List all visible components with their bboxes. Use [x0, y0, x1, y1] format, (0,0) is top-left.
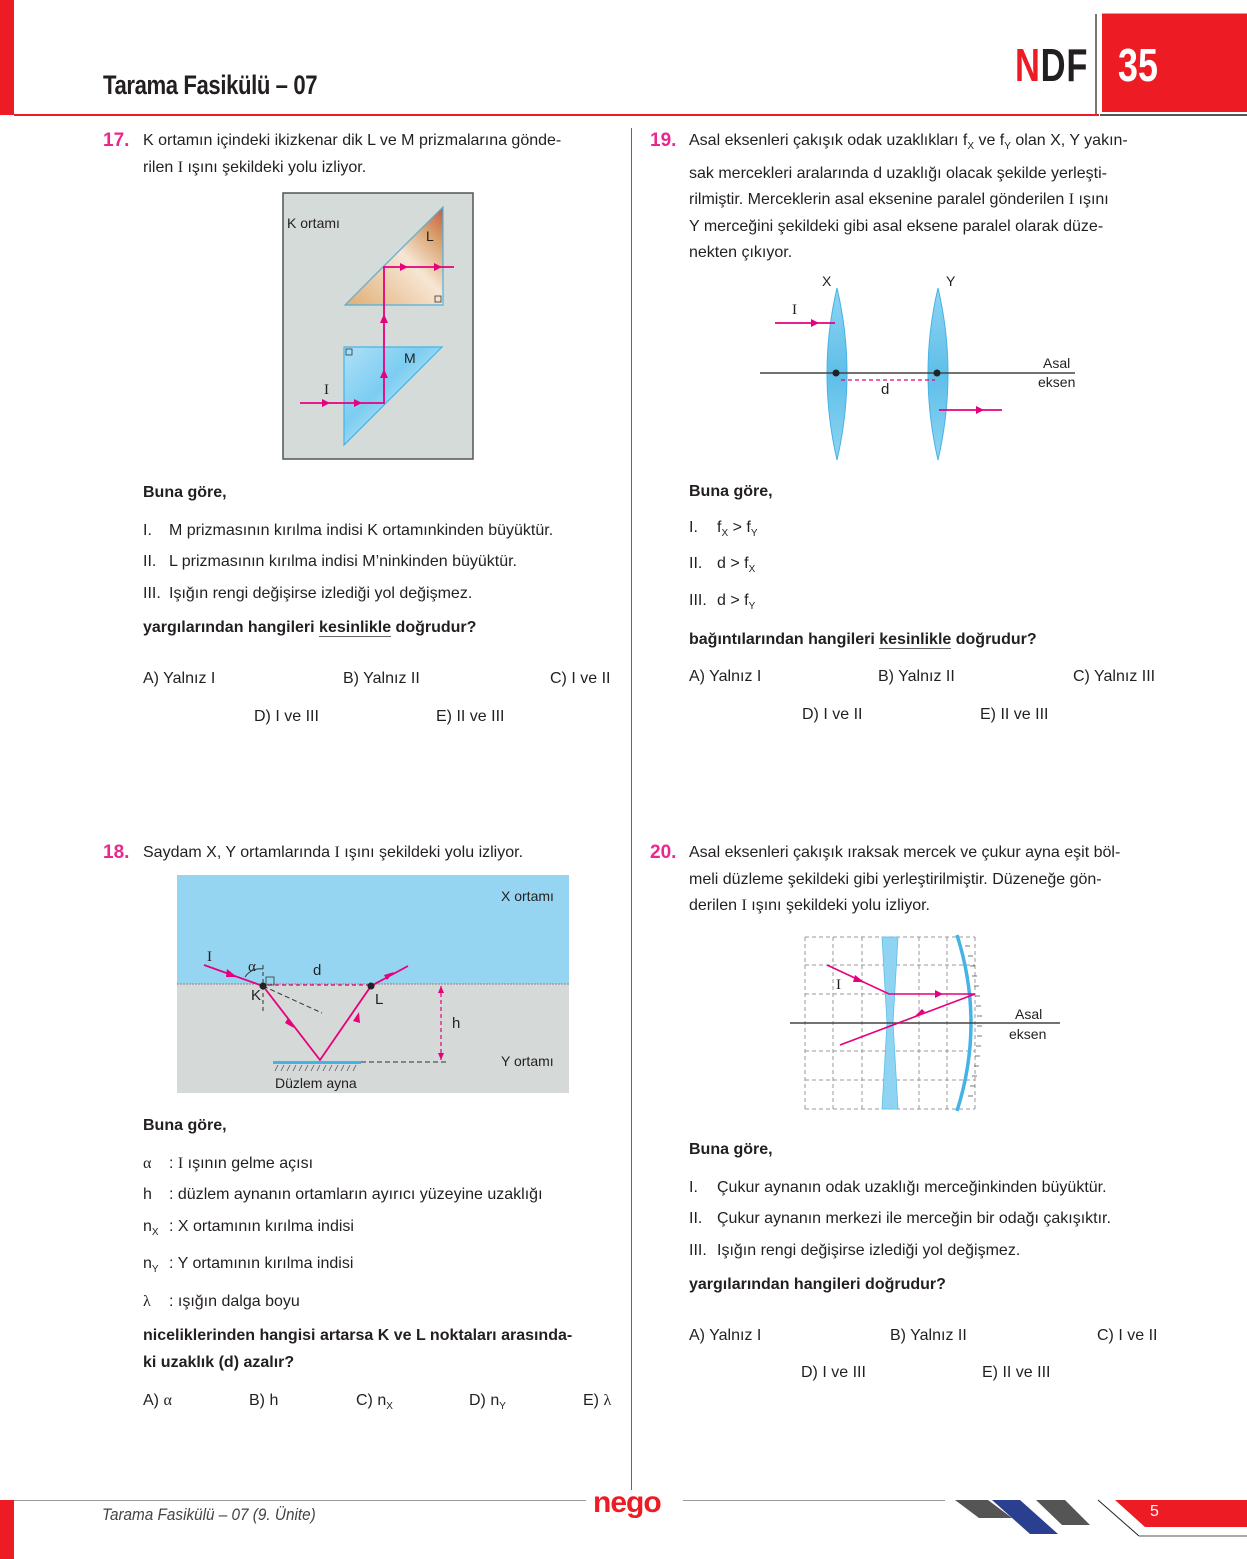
lead-text: Buna göre,: [143, 1117, 227, 1134]
question-prompt: [689, 627, 1169, 654]
question-prompt: [143, 1323, 623, 1376]
statement-num: II.: [689, 1210, 703, 1227]
quantity-subscript: Y: [151, 1264, 159, 1275]
option-c[interactable]: [356, 1392, 393, 1412]
relation-num: II.: [689, 555, 703, 572]
lead-text: Buna göre,: [689, 483, 773, 500]
option-symbol: n: [490, 1392, 500, 1409]
question-number: 20.: [650, 842, 677, 863]
question-number: 17.: [103, 130, 130, 151]
quantity-symbol: λ: [143, 1292, 151, 1310]
prompt-part: doğrudur?: [951, 631, 1037, 648]
header-line: [14, 114, 1099, 116]
brand-rest: DF: [1040, 39, 1089, 91]
statement-num: III.: [689, 1241, 707, 1259]
stem-line: Saydam X, Y ortamlarında: [143, 844, 335, 861]
quantity-symbol: α: [143, 1154, 152, 1172]
option-label: A): [143, 1392, 164, 1409]
figure-prisms: [282, 192, 474, 460]
relation-b: f: [744, 591, 749, 609]
lens-y-label: Y: [946, 273, 956, 289]
statement: [143, 581, 623, 608]
stem-line: meli düzleme şekildeki gibi yerleştirilmiştir. Düzeneğe gön-: [689, 870, 1102, 888]
statement-text: Işığın rengi değişirse izlediği yol değişmez.: [169, 584, 473, 602]
question-17-stem: [103, 128, 623, 181]
stem-line: ışını: [1074, 191, 1109, 208]
axis-label-1: Asal: [1015, 1006, 1043, 1022]
quantity: h : düzlem aynanın ortamların ayırıcı yüzeyine uzaklığı: [143, 1182, 623, 1209]
question-number: 19.: [650, 130, 677, 151]
quantity-symbol: n: [143, 1255, 152, 1272]
y-medium: [177, 984, 569, 1093]
statement-num: III.: [143, 584, 161, 602]
stem-line: Asal eksenleri çakışık odak uzaklıkları f: [689, 132, 968, 149]
statement-text: Işığın rengi değişirse izlediği yol değişmez.: [717, 1241, 1021, 1259]
lead-text: Buna göre,: [689, 1141, 773, 1158]
option-d[interactable]: D) I ve III: [801, 1364, 866, 1381]
stripe-gray: [1036, 1500, 1090, 1525]
subscript: Y: [748, 600, 756, 612]
option-b[interactable]: B) Yalnız II: [890, 1327, 967, 1344]
question-17: [103, 128, 623, 181]
d-label: d: [313, 962, 322, 979]
stem-line: K ortamın içindeki ikizkenar dik L ve M prizmalarına gönde-: [143, 132, 562, 149]
statement-text: M prizmasının kırılma indisi K ortamınkinden büyüktür.: [169, 521, 554, 539]
option-label: D): [469, 1392, 491, 1409]
subscript: Y: [750, 527, 758, 539]
statement-num: II.: [143, 553, 157, 570]
option-d[interactable]: D) I ve II: [802, 706, 863, 723]
footer-text: Tarama Fasikülü – 07 (9. Ünite): [102, 1505, 316, 1524]
option-b[interactable]: B) Yalnız II: [878, 668, 955, 685]
ray-label: I: [177, 158, 184, 176]
booklet-number: 35: [1118, 39, 1158, 91]
prompt-line: ki uzaklık (d) azalır?: [143, 1353, 295, 1371]
figure-lenses: [755, 268, 1085, 463]
page-number-tab: [1115, 1500, 1247, 1527]
option-label: B): [249, 1392, 270, 1409]
h-label: h: [452, 1015, 461, 1032]
quantity-symbol: n: [143, 1217, 152, 1235]
axis-label-1: Asal: [1043, 355, 1071, 371]
ray-label: I: [177, 1154, 184, 1172]
question-19-stem: [650, 128, 1169, 267]
option-c[interactable]: C) I ve II: [550, 670, 611, 687]
axis-label-2: eksen: [1038, 374, 1076, 390]
stem-line: ışını şekildeki yolu izliyor.: [183, 158, 367, 176]
y-medium-label: Y ortamı: [501, 1053, 554, 1069]
quantity-text: ışığın dalga boyu: [177, 1292, 300, 1310]
lens-x-label: X: [822, 273, 832, 289]
option-symbol: n: [377, 1392, 387, 1409]
relation-b: f: [746, 518, 751, 536]
option-d[interactable]: D) I ve III: [254, 708, 319, 725]
option-symbol: λ: [603, 1392, 612, 1409]
quantity-text: Y ortamının kırılma indisi: [177, 1255, 354, 1272]
prompt-emphasis: kesinlikle: [879, 631, 952, 648]
option-a[interactable]: A) Yalnız I: [143, 670, 216, 687]
question-prompt: yargılarından hangileri doğrudur?: [689, 1276, 946, 1293]
ray-label: I: [792, 302, 797, 318]
stem-line: nekten çıkıyor.: [689, 244, 793, 261]
relation-op: >: [725, 591, 745, 609]
quantity-text: ışının gelme açısı: [183, 1154, 314, 1172]
option-e[interactable]: E) II ve III: [980, 706, 1049, 723]
header-red-bar: [0, 0, 14, 115]
statement: [689, 1238, 1169, 1265]
page-number: 5: [1150, 1503, 1159, 1520]
option-a[interactable]: [143, 1392, 172, 1410]
question-19-body: [689, 479, 1169, 654]
option-e[interactable]: [583, 1392, 611, 1410]
ray-label: I: [1068, 191, 1075, 208]
stem-line: rilmiştir. Merceklerin asal eksenine paralel gönderilen: [689, 191, 1069, 208]
prompt-part: bağıntılarından hangileri: [689, 631, 880, 648]
figure-refraction: [177, 875, 569, 1093]
relation: [689, 515, 1169, 548]
statement-num: I.: [143, 521, 152, 539]
d-label: d: [881, 381, 890, 398]
statement: [143, 518, 623, 545]
mirror: [273, 1061, 361, 1064]
relation-b: f: [744, 555, 749, 572]
option-a[interactable]: A) Yalnız I: [689, 668, 762, 685]
statement-text: Çukur aynanın odak uzaklığı merceğinkinden büyüktür.: [717, 1178, 1107, 1196]
publisher-logo: nego: [593, 1486, 661, 1519]
footer-red-bar: [0, 1500, 14, 1559]
quantity: $n_X$ : X ortamının kırılma indisi: [143, 1217, 354, 1238]
figure-lens-mirror: [785, 932, 1065, 1114]
header-separator: [1095, 14, 1097, 116]
subscript: X: [748, 564, 756, 575]
question-18-body: [143, 1113, 623, 1376]
option-c[interactable]: C) Yalnız III: [1073, 668, 1156, 685]
page-title: Tarama Fasikülü – 07: [103, 70, 318, 100]
relation-a: f: [717, 518, 722, 536]
axis-label-2: eksen: [1009, 1026, 1047, 1042]
option-a[interactable]: A) Yalnız I: [689, 1327, 762, 1344]
option-b[interactable]: [249, 1392, 278, 1410]
question-17-body: [143, 480, 623, 642]
option-b[interactable]: B) Yalnız II: [343, 670, 420, 687]
question-20-stem: [650, 840, 1169, 920]
ray-label: I: [836, 977, 841, 993]
k-point-label: K: [251, 987, 262, 1004]
x-medium-label: X ortamı: [501, 888, 554, 904]
stem-line: rilen: [143, 158, 178, 176]
brand-n: N: [1015, 39, 1041, 91]
statement: [143, 549, 623, 576]
ray-label: I: [334, 844, 340, 861]
option-e[interactable]: E) II ve III: [436, 708, 505, 725]
quantity-symbol: h: [143, 1186, 152, 1203]
relation-a: d: [717, 555, 726, 572]
stem-line: derilen: [689, 897, 742, 914]
quantity: $n_Y$ : Y ortamının kırılma indisi: [143, 1255, 354, 1275]
subscript: X: [721, 527, 729, 539]
option-c[interactable]: C) I ve II: [1097, 1327, 1158, 1344]
quantity: α : I ışının gelme açısı: [143, 1151, 623, 1178]
option-d[interactable]: [469, 1392, 506, 1412]
stem-line: ışını şekildeki yolu izliyor.: [339, 844, 524, 861]
subscript: X: [967, 141, 975, 152]
prompt-part: yargılarından hangileri: [143, 619, 320, 636]
ray-label: I: [741, 897, 747, 914]
option-subscript: X: [386, 1401, 393, 1412]
alpha-label: α: [248, 959, 256, 975]
statement: [689, 1206, 1169, 1233]
footer-stripes: [950, 1497, 1247, 1537]
mirror-label: Düzlem ayna: [275, 1075, 357, 1091]
brand-logo: [1015, 38, 1088, 92]
question-20-body: [689, 1137, 1169, 1299]
question-prompt: [143, 615, 623, 642]
footer-line-left: [14, 1500, 586, 1501]
option-symbol: α: [163, 1392, 172, 1409]
prompt-part: doğrudur?: [391, 619, 477, 636]
stem-line: ışını şekildeki yolu izliyor.: [746, 897, 930, 914]
stem-line: sak mercekleri aralarında d uzaklığı olacak şekilde yerleşti-: [689, 164, 1107, 182]
lead-text: Buna göre,: [143, 484, 227, 501]
stem-line: Y merceğini şekildeki gibi asal eksene paralel olarak düze-: [689, 217, 1104, 235]
question-number: 18.: [103, 842, 130, 863]
ray-label: I: [324, 382, 329, 398]
relation-num: I.: [689, 518, 698, 536]
option-symbol: h: [269, 1392, 279, 1409]
question-18-stem: [103, 840, 623, 867]
k-medium-box: [283, 193, 473, 459]
relation: [689, 588, 1169, 621]
relation-op: >: [725, 555, 745, 572]
l-point-label: L: [375, 991, 384, 1008]
option-label: E): [583, 1392, 604, 1409]
stem-line: ve f: [974, 132, 1005, 149]
prism-m-label: M: [404, 350, 416, 366]
ray-label: I: [207, 949, 212, 965]
prompt-line: niceliklerinden hangisi artarsa K ve L noktaları arasında-: [143, 1327, 573, 1344]
subscript: Y: [1004, 141, 1011, 152]
relation-a: d: [717, 591, 726, 609]
relation-op: >: [728, 518, 747, 536]
quantity-subscript: X: [151, 1226, 159, 1238]
medium-label: K ortamı: [287, 215, 340, 231]
quantity-text: X ortamının kırılma indisi: [177, 1217, 354, 1235]
statement: [689, 1175, 1169, 1202]
ray-path: [827, 965, 975, 1045]
stem-line: olan X, Y yakın-: [1010, 132, 1128, 149]
statement-num: I.: [689, 1178, 698, 1196]
option-subscript: Y: [499, 1401, 506, 1412]
header-line-right: [1100, 114, 1247, 116]
prompt-emphasis: kesinlikle: [319, 619, 392, 636]
relation-num: III.: [689, 591, 707, 609]
statement-text: L prizmasının kırılma indisi M’ninkinden büyüktür.: [169, 553, 517, 570]
quantity: λ : ışığın dalga boyu: [143, 1289, 623, 1316]
statement-text: Çukur aynanın merkezi ile merceğin bir odağı çakışıktır.: [717, 1210, 1111, 1227]
stem-line: Asal eksenleri çakışık ıraksak mercek ve çukur ayna eşit böl-: [689, 844, 1121, 861]
column-divider: [631, 128, 632, 1490]
relation: [689, 551, 1169, 584]
booklet-number-box: [1102, 13, 1247, 112]
option-e[interactable]: E) II ve III: [982, 1364, 1051, 1381]
quantity-text: düzlem aynanın ortamların ayırıcı yüzeyine uzaklığı: [177, 1186, 543, 1203]
option-label: C): [356, 1392, 378, 1409]
footer-line-right: [683, 1500, 945, 1501]
prism-l-label: L: [426, 228, 434, 244]
